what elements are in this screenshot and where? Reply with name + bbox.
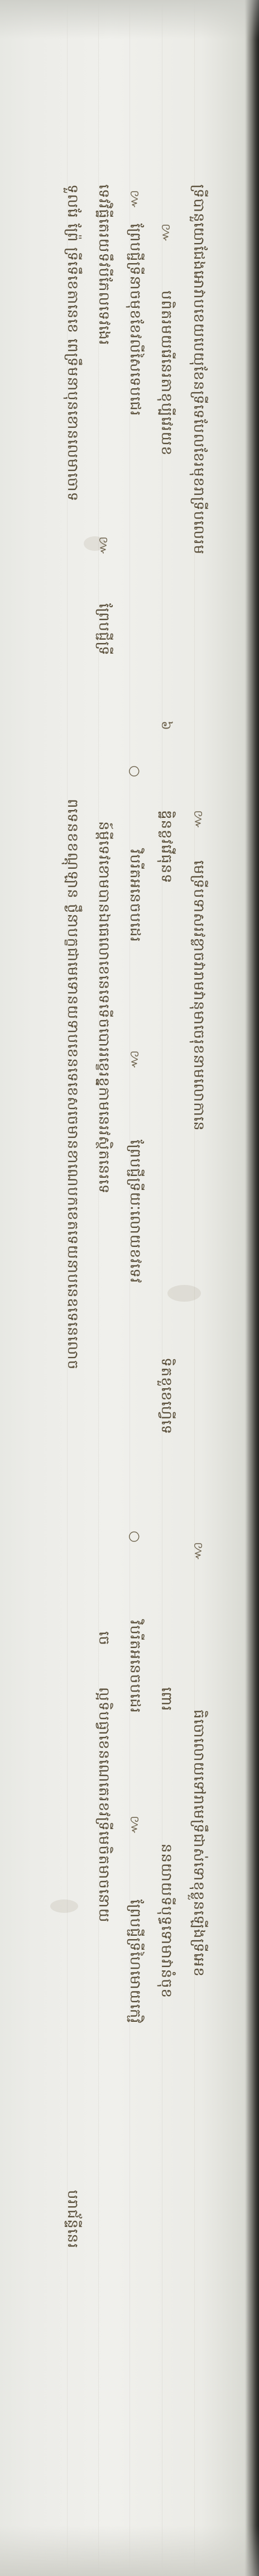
line-2-segment-2: ឌ្ឋិនខ្លវវើធុនទ	[158, 810, 175, 884]
manuscript-line-5	[61, 0, 84, 2576]
manuscript-line-1	[188, 0, 210, 2576]
line-2-segment-4: ពោរ	[158, 1687, 175, 1712]
line-1-segment-3: ធិចោលោយទៅរាមេទ្រឹជាស់ទោខុខ្លួនឡើងទ្រីអេខ	[190, 1710, 207, 1977]
line-3-segment-4: វិបរីតអនេចបដេរ	[127, 1620, 143, 1713]
line-3-segment-3: ព្រែបជ្ជីទ្រីយៈលោយខវទេវ	[127, 1140, 143, 1284]
line-1-segment-1: ទ្រីបានួយោជែងអោវាបខេយបេយុខែនទ្រីទេបែលខែរមុខរាទ្រីបលេរម	[190, 184, 207, 555]
line-5-segment-1: ទួលរែ ព្រ៉ែ ទ្រីទេឹខេតានេខេ ពេទ្រឹមនាបុនខោនលេមាចោទ	[64, 184, 81, 502]
line-2-segment-5: ននយាយទីបុទ្ធទោមាវានំចុខ	[158, 1844, 175, 1999]
line-4-segment-2: ព្រែបជ្ជីទ្រី	[95, 603, 112, 656]
numeral-mark: ៦	[159, 721, 174, 731]
line-4-segment-4: ចេ	[95, 1631, 112, 1646]
punctuation-mark: ៚	[159, 223, 174, 243]
line-3-segment-1: ព្រែបជ្ជីទ្រីនាចមុខខែវលីសៃទេបជេរ	[127, 223, 143, 417]
punctuation-mark: ៚	[127, 190, 143, 209]
line-3-segment-5: ព្រែបជ្ជីទ្រីហៃមោយកេវ្ជិ	[127, 1899, 143, 2024]
line-5-segment-3: បរាជ័ន្ទីនេរ	[64, 2190, 81, 2249]
leaf-edge-shadow	[244, 0, 259, 2576]
punctuation-mark: ៚	[127, 1816, 143, 1835]
punctuation-mark: ៚	[191, 810, 207, 830]
line-5-segment-2: ពទេនខខណ្តុឡាន ថ្ងឹនាបក្ខជាមេទោនយទាបខេនទេខេសចេមានខាណេបកខេតទេយនាបនេឧទេនេលោច	[64, 799, 81, 1370]
line-2-segment-1: បពិតរមយរើនេរតាខុប្បីវេរយខ	[158, 291, 175, 456]
circle-mark: ○	[127, 765, 143, 778]
line-4-segment-5: ល្អទិបធ្វាខេនណេតេរខវទ្រីមេចិតមាចនោយ	[95, 1687, 112, 1923]
circle-mark: ○	[127, 1531, 143, 1543]
line-3-segment-2: វិបរីតអនេចបដេរ	[127, 849, 143, 942]
punctuation-mark: ៚	[127, 1050, 143, 1070]
manuscript-line-4	[93, 0, 115, 2576]
manuscript-line-2	[155, 0, 178, 2576]
leaf-bottom-edge	[0, 2526, 259, 2576]
line-4-segment-3: ន៍ម្ពីទេវខោមបានឯធេលោខេនេទេទើចបោររខ្ខេរខ្ល្នកាមនេរវស្ថិតនេរទេ	[95, 821, 112, 1194]
leaf-top-edge	[0, 0, 259, 39]
line-1-segment-2: មេទ្រីបទាសរវខ្លាចវារាមវានុមាចេរុខនាមលោកានេ	[190, 860, 207, 1131]
punctuation-mark: ៚	[96, 536, 112, 556]
line-2-segment-3: ទិតខួខេហ្វើទេ	[158, 1358, 175, 1435]
line-4-segment-1: ទេវវិធ្ឋីតេរយទឹវបីភែលទេវងេរ	[95, 184, 112, 346]
punctuation-mark: ៚	[191, 1542, 207, 1561]
manuscript-line-3	[124, 0, 146, 2576]
